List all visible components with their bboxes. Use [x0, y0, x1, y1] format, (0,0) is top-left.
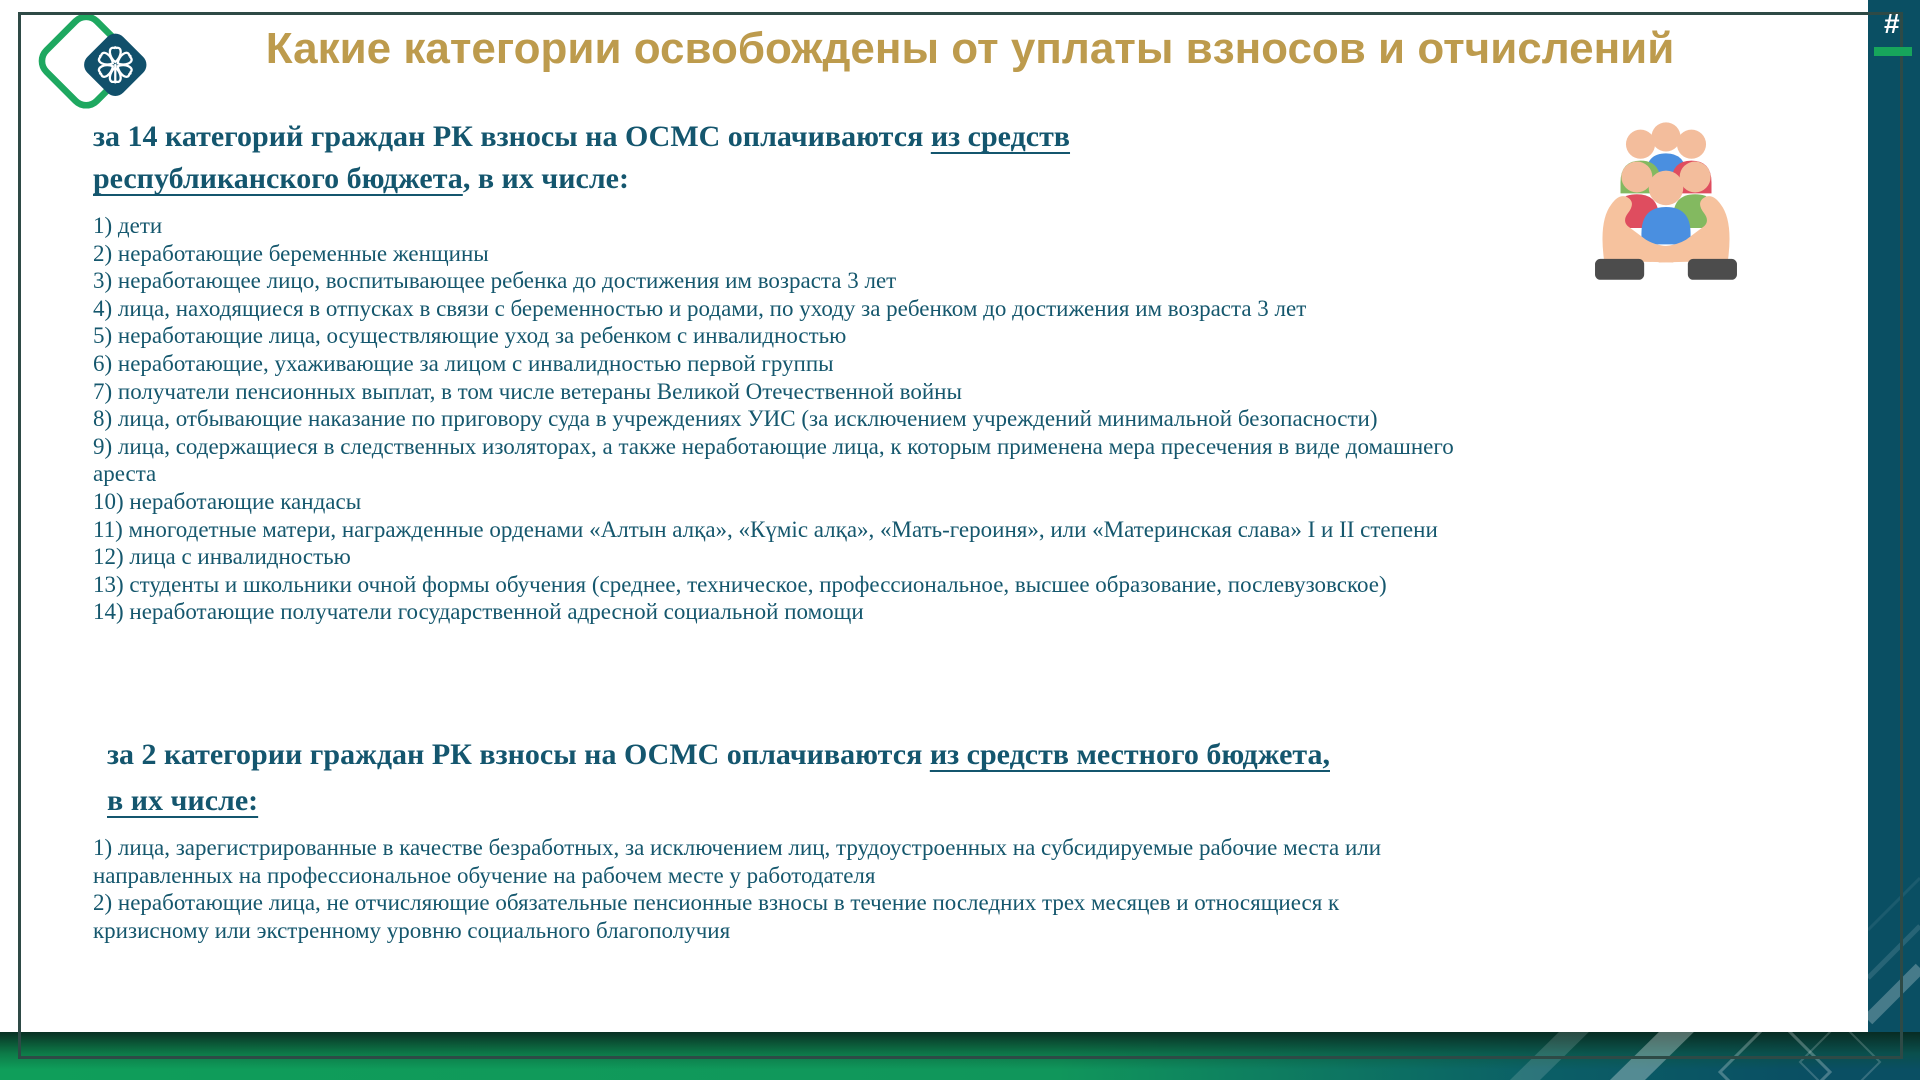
heading-underlined-segment: в их числе: [107, 784, 259, 817]
list-item-line: 8) лица, отбывающие наказание по приговору суда в учреждениях УИС (за исключением учреждений минимальной безопасности) [93, 406, 1378, 432]
bottom-green-band [0, 1032, 1920, 1080]
list-item-line: 1) дети [93, 213, 163, 238]
section1-heading-line1 [93, 116, 1070, 158]
people-in-hands-icon [1575, 98, 1757, 296]
slide-number-placeholder: # [1884, 8, 1900, 39]
list-item-line: кризисному или экстренному уровню социального благополучия [93, 917, 731, 943]
section2-heading-line1 [107, 732, 1330, 778]
slide-title: Какие категории освобождены от уплаты взносов и отчислений [265, 24, 1675, 73]
fund-logo-icon [28, 12, 150, 112]
list-item-line: 6) неработающие, ухаживающие за лицом с инвалидностью первой группы [93, 350, 834, 376]
list-item-line: 7) получатели пенсионных выплат, в том числе ветераны Великой Отечественной войны [93, 378, 962, 404]
list-item-line: 3) неработающее лицо, воспитывающее ребенка до достижения им возраста 3 лет [93, 268, 897, 294]
section1-heading-line2 [93, 158, 1070, 200]
list-item-line: 13) студенты и школьники очной формы обучения (среднее, техническое, профессиональное, высшее образование, послевузовское) [93, 571, 1387, 597]
section2-list [93, 834, 1381, 944]
list-item-line: направленных на профессиональное обучение на рабочем месте у работодателя [93, 862, 876, 888]
section1-heading [93, 116, 1070, 200]
section1-list [93, 212, 1454, 626]
list-item-line: 2) неработающие беременные женщины [93, 240, 489, 266]
list-item-line: 2) неработающие лица, не отчисляющие обязательные пенсионные взносы в течение последних трех месяцев и относящиеся к [93, 890, 1340, 916]
heading-underlined-segment: из средств местного бюджета, [929, 738, 1330, 771]
list-item-line: 10) неработающие кандасы [93, 488, 362, 514]
section2-heading-line2 [107, 778, 1330, 824]
list-item-line: 5) неработающие лица, осуществляющие уход за ребенком с инвалидностью [93, 323, 847, 349]
heading-text-segment: за 2 категории граждан РК взносы на ОСМС оплачиваются [107, 738, 930, 771]
heading-text-segment: , в их числе: [462, 162, 629, 195]
list-item-line: ареста [93, 461, 157, 487]
list-item-line: 12) лица с инвалидностью [93, 544, 351, 570]
list-item-line: 9) лица, содержащиеся в следственных изоляторах, а также неработающие лица, к которым применена мера пресечения в виде домашнего [93, 433, 1454, 459]
list-item-line: 14) неработающие получатели государственной адресной социальной помощи [93, 599, 864, 625]
list-item-line: 1) лица, зарегистрированные в качестве безработных, за исключением лиц, трудоустроенных на субсидируемые рабочие места или [93, 835, 1382, 860]
heading-underlined-segment: из средств [930, 120, 1071, 153]
heading-underlined-segment: республиканского бюджета [93, 162, 463, 195]
section2-heading [107, 732, 1330, 824]
list-item-line: 11) многодетные матери, награжденные орденами «Алтын алқа», «Күміс алқа», «Мать-героиня», или «Материнская слава» I и II степени [93, 516, 1438, 542]
band-chevron-pattern-icon [1360, 1032, 1920, 1080]
green-accent-dash [1874, 47, 1912, 56]
right-teal-strip [1868, 0, 1920, 1080]
list-item-line: 4) лица, находящиеся в отпусках в связи с беременностью и родами, по уходу за ребенком до достижения им возраста 3 лет [93, 295, 1307, 321]
heading-text-segment: за 14 категорий граждан РК взносы на ОСМС оплачиваются [93, 120, 931, 153]
strip-chevron-pattern-icon [1868, 820, 1920, 1040]
